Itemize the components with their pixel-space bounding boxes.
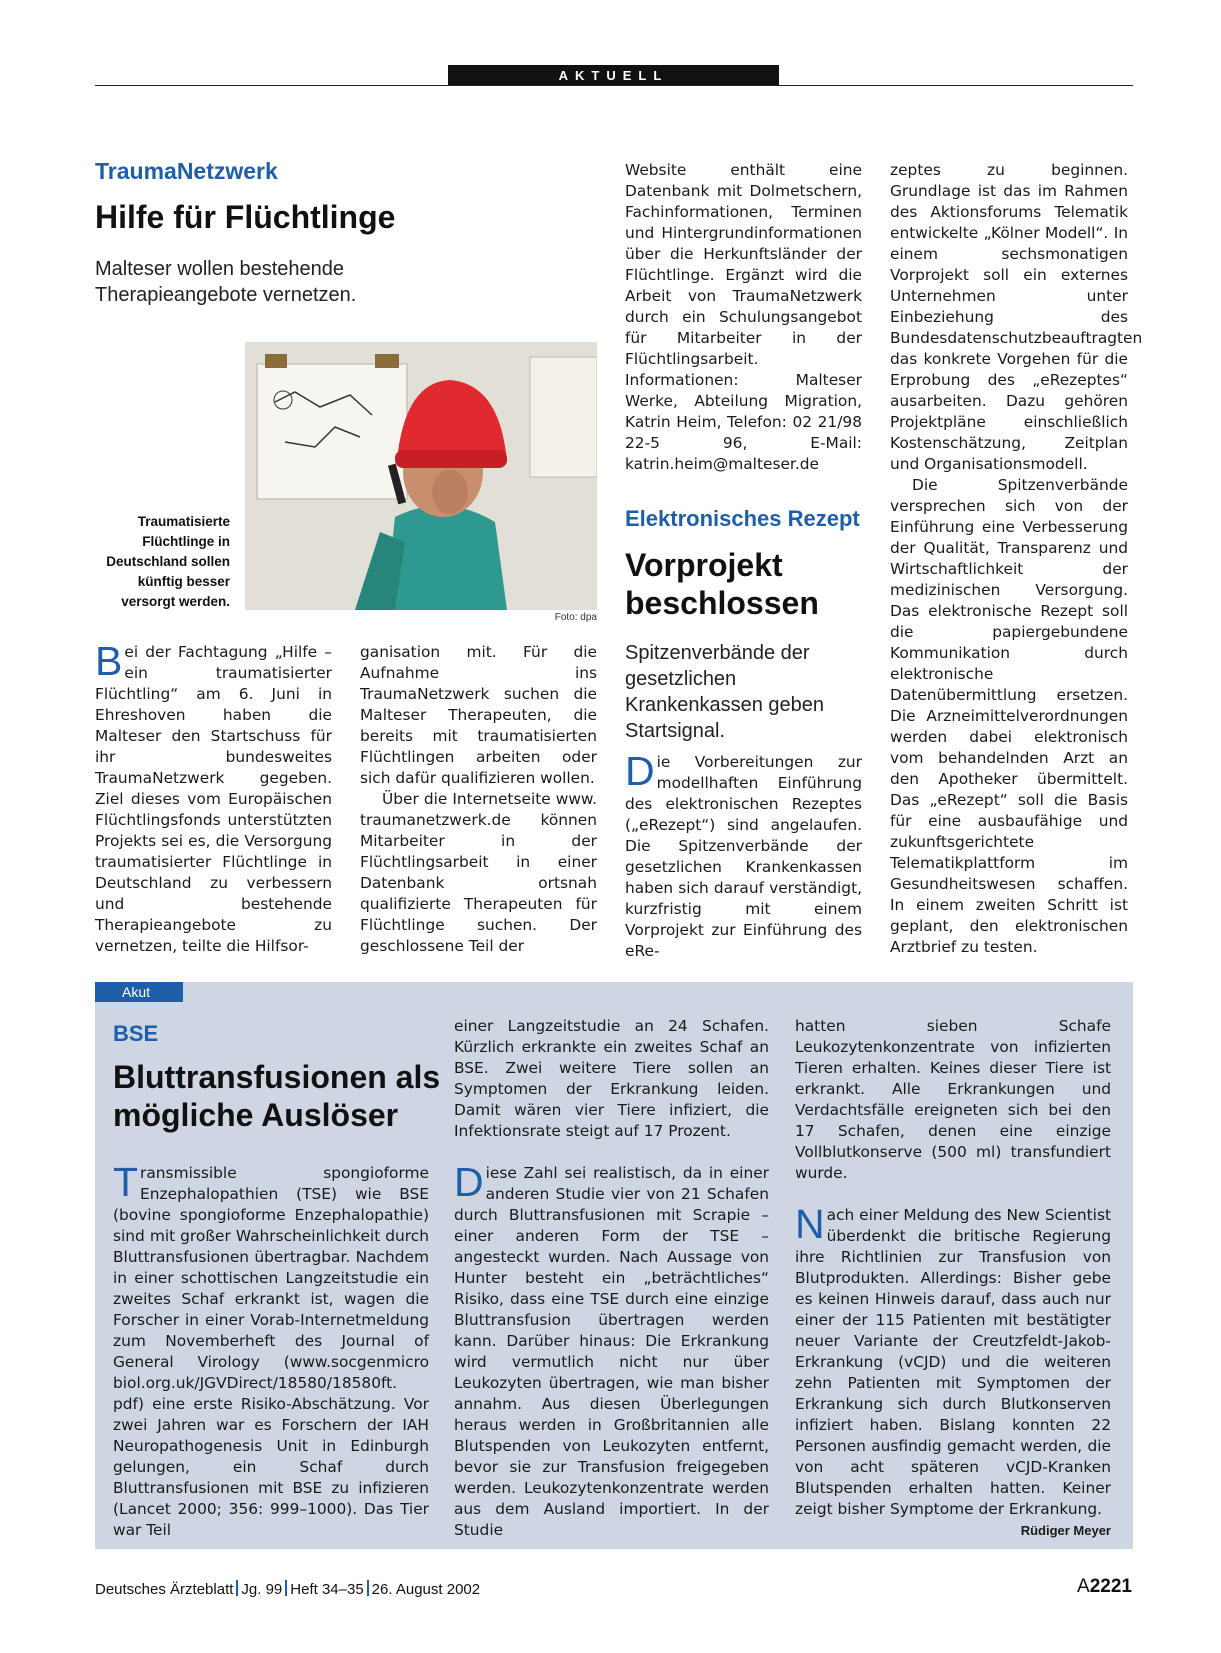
article1-text-col2-p1: ganisation mit. Für die Aufnahme ins TraumaNetzwerk suchen die Malteser Therapeuten, die bereits mit traumatisierten Flüchtlingen arbeiten oder sich dafür qualifizieren wollen. xyxy=(360,643,597,787)
dropcap: B xyxy=(95,638,123,684)
article1-text-col3: Website enthält eine Datenbank mit Dolmetschern, Fachinformationen, Terminen und Hintergrundinformationen über die Herkunftsländer der Flüchtlinge. Ergänzt wird die Arbeit von TraumaNetzwerk durch ein Schulungsangebot für Mitarbeiter in der Flüchtlingsarbeit. Informationen: Malteser Werke, Abteilung Migration, Katrin Heim, Telefon: 02 21/98 22-5 96, E-Mail: katrin.heim@malteser.de xyxy=(625,161,862,473)
dropcap: T xyxy=(113,1159,139,1205)
dropcap: D xyxy=(454,1159,484,1205)
issue: Heft 34–35 xyxy=(290,1581,364,1598)
issue-date: 26. August 2002 xyxy=(371,1581,481,1598)
article1-column1 xyxy=(95,638,332,957)
journal-name: Deutsches Ärzteblatt xyxy=(95,1581,234,1598)
dropcap: D xyxy=(625,748,655,794)
article1-column3 xyxy=(625,160,862,475)
article2-column2 xyxy=(890,160,1143,958)
article2-deck: Spitzenverbände der gesetzlichen Krankenkassen geben Startsignal. xyxy=(625,642,825,742)
article1-column2 xyxy=(360,642,597,957)
article1-text-col2-p2: Über die Internetseite www. traumanetzwerk.de können Mitarbeiter in der Flüchtlingsarbeit in einer Datenbank ortsnah qualifizierte Therapeuten für Flüchtlinge suchen. Der geschlossene Teil der xyxy=(360,790,597,955)
article3-text-col3-p2-body: ach einer Meldung des New Scientist überdenkt die britische Regierung ihre Richtlinien zur Transfusion von Blutprodukten. Allerdings: Bisher gebe es keinen Hinweis darauf, dass auch nur einer der 115 Patienten mit bestätigter neuer Variante der Creutzfeldt-Jakob-Erkrankung (vCJD) und die weiteren zehn Patienten mit Symptomen der Erkrankung sich durch Blutkonserven infiziert haben. Bislang konnten 22 Personen ausfindig gemacht werden, die von acht späteren vCJD-Kranken Blutspenden erhalten hatten. Keiner zeigt bisher Symptome der Erkrankung. xyxy=(795,1206,1112,1518)
header-rule xyxy=(95,85,1133,86)
page-number-value: 2221 xyxy=(1089,1576,1132,1597)
article3-kicker: BSE xyxy=(113,1021,159,1046)
article2-title: Vorprojekt beschlossen xyxy=(625,547,819,621)
article3-text-col3-p2 xyxy=(795,1201,1112,1538)
akut-tab: Akut xyxy=(95,982,183,1002)
separator xyxy=(367,1580,369,1596)
page-number xyxy=(1060,1576,1132,1598)
article1-title: Hilfe für Flüchtlinge xyxy=(95,199,396,235)
article2-text-col1: ie Vorbereitungen zur modellhaften Einführung des elektronischen Rezeptes („eRezept“) sind angelaufen. Die Spitzenverbände der gesetzlichen Krankenkassen haben sich darauf verständigt, kurzfristig mit einem Vorprojekt zur Einführung des eRe- xyxy=(625,753,862,960)
page-prefix: A xyxy=(1077,1576,1090,1597)
article3-column3 xyxy=(795,1016,1111,1541)
article2-text-col2-p1: zeptes zu beginnen. Grundlage ist das im Rahmen des Aktionsforums Telematik entwickelte „Kölner Modell“. In einem sechsmonatigen Vorprojekt soll ein externes Unternehmen unter Einbeziehung des Bundesdatenschutzbeauftragten das konkrete Vorgehen für die Erprobung des „eRezeptes“ ausarbeiten. Dazu gehören Projektpläne einschließlich Kostenschätzung, Zeitplan und Organisationsmodell. xyxy=(890,161,1143,473)
dropcap: N xyxy=(795,1201,825,1247)
separator xyxy=(236,1580,238,1596)
footer-citation xyxy=(95,1580,480,1598)
article3-text-col2-p1: einer Langzeitstudie an 24 Schafen. Kürzlich erkrankte ein zweites Schaf an BSE. Zwei weitere Tiere sollen an Symptomen der Erkrankung leiden. Damit wären vier Tiere infiziert, die Infektionsrate steigt auf 17 Prozent. xyxy=(454,1017,769,1140)
photo-credit: Foto: dpa xyxy=(554,612,597,623)
article3-column2 xyxy=(454,1016,769,1541)
separator xyxy=(285,1580,287,1596)
volume: Jg. 99 xyxy=(241,1581,283,1598)
photo-illustration xyxy=(245,342,597,610)
article1-deck: Malteser wollen bestehende Therapieangebote vernetzen. xyxy=(95,258,357,306)
article3-text-col1: ransmissible spongioforme Enzephalopathien (TSE) wie BSE (bovine spongioforme Enzephalopathie) sind mit großer Wahrscheinlichkeit durch Bluttransfusionen übertragbar. Nachdem in einer schottischen Langzeitstudie ein zweites Schaf erkrankt ist, wagen die Forscher in einer Vorab-Internetmeldung zum Novemberheft des Journal of General Virology (www.socgenmicro biol.org.uk/JGVDirect/18580/18580ft. pdf) eine erste Risiko-Abschätzung. Vor zwei Jahren war es Forschern der IAH Neuropathogenesis Unit in Edinburgh gelungen, ein Schaf durch Bluttransfusionen mit BSE zu infizieren (Lancet 2000; 356: 999–1000). Das Tier war Teil xyxy=(113,1164,429,1539)
article2-text-col2-p2: Die Spitzenverbände versprechen sich von der Einführung eine Verbesserung der Qualität, Transparenz und Wirtschaftlichkeit der medizinischen Versorgung. Das elektronische Rezept soll die papiergebundene Kommunikation durch elektronische Datenübermittlung ersetzen. Die Arzneimittelverordnungen werden dabei elektronisch vom behandelnden Arzt an den Apotheker übermittelt. Das „eRezept“ soll die Basis für eine ausbaufähige und zukunftsgerichtete Telematikplattform im Gesundheitswesen schaffen. In einem zweiten Schritt ist geplant, den elektronischen Arztbrief zu testen. xyxy=(890,476,1128,956)
photo-caption: Traumatisierte Flüchtlinge in Deutschland sollen künftig besser versorgt werden. xyxy=(106,514,230,609)
article1-text-col1: ei der Fachtagung „Hilfe – ein traumatisierter Flüchtling“ am 6. Juni in Ehreshoven haben die Malteser den Startschuss für ihr bundesweites TraumaNetzwerk gegeben. Ziel dieses vom Europäischen Flüchtlingsfonds unterstützten Projekts sei es, die Versorgung traumatisierter Flüchtlinge in Deutschland zu verbessern und bestehende Therapieangebote zu vernetzen, teilte die Hilfsor- xyxy=(95,643,332,955)
article3-title: Bluttransfusionen als mögliche Auslöser xyxy=(113,1059,441,1133)
article3-column1 xyxy=(113,1159,429,1541)
section-label: AKTUELL xyxy=(448,65,779,86)
article1-kicker: TraumaNetzwerk xyxy=(95,158,278,184)
article2-column1 xyxy=(625,748,862,962)
article3-text-col2-p2 xyxy=(454,1159,769,1541)
article3-text-col2-p2-body: iese Zahl sei realistisch, da in einer anderen Studie vier von 21 Schafen durch Bluttransfusionen mit Scrapie – einer anderen Form der TSE – angesteckt wurden. Nach Aussage von Hunter besteht ein „beträchtliches“ Risiko, dass eine TSE durch eine einzige Bluttransfusion übertragen werden kann. Darüber hinaus: Die Erkrankung wird vermutlich nicht nur über Leukozyten übertragen, wie man bisher annahm. Aus diesen Überlegungen heraus werden in Großbritannien alle Blutspenden von Leukozyten entfernt, bevor sie zur Transfusion freigegeben werden. Leukozytenkonzentrate werden aus dem Ausland importiert. In der Studie xyxy=(454,1164,769,1539)
refugee-child-photo xyxy=(245,342,597,610)
article3-text-col3-p1: hatten sieben Schafe Leukozytenkonzentrate von infizierten Tieren erhalten. Keines dieser Tiere ist erkrankt. Alle Erkrankungen und Verdachtsfälle ereigneten sich bei den 17 Schafen, denen eine einzige Vollblutkonserve (500 ml) transfundiert wurde. xyxy=(795,1017,1111,1182)
author-signature: Rüdiger Meyer xyxy=(1020,1523,1111,1538)
article2-kicker: Elektronisches Rezept xyxy=(625,506,860,531)
